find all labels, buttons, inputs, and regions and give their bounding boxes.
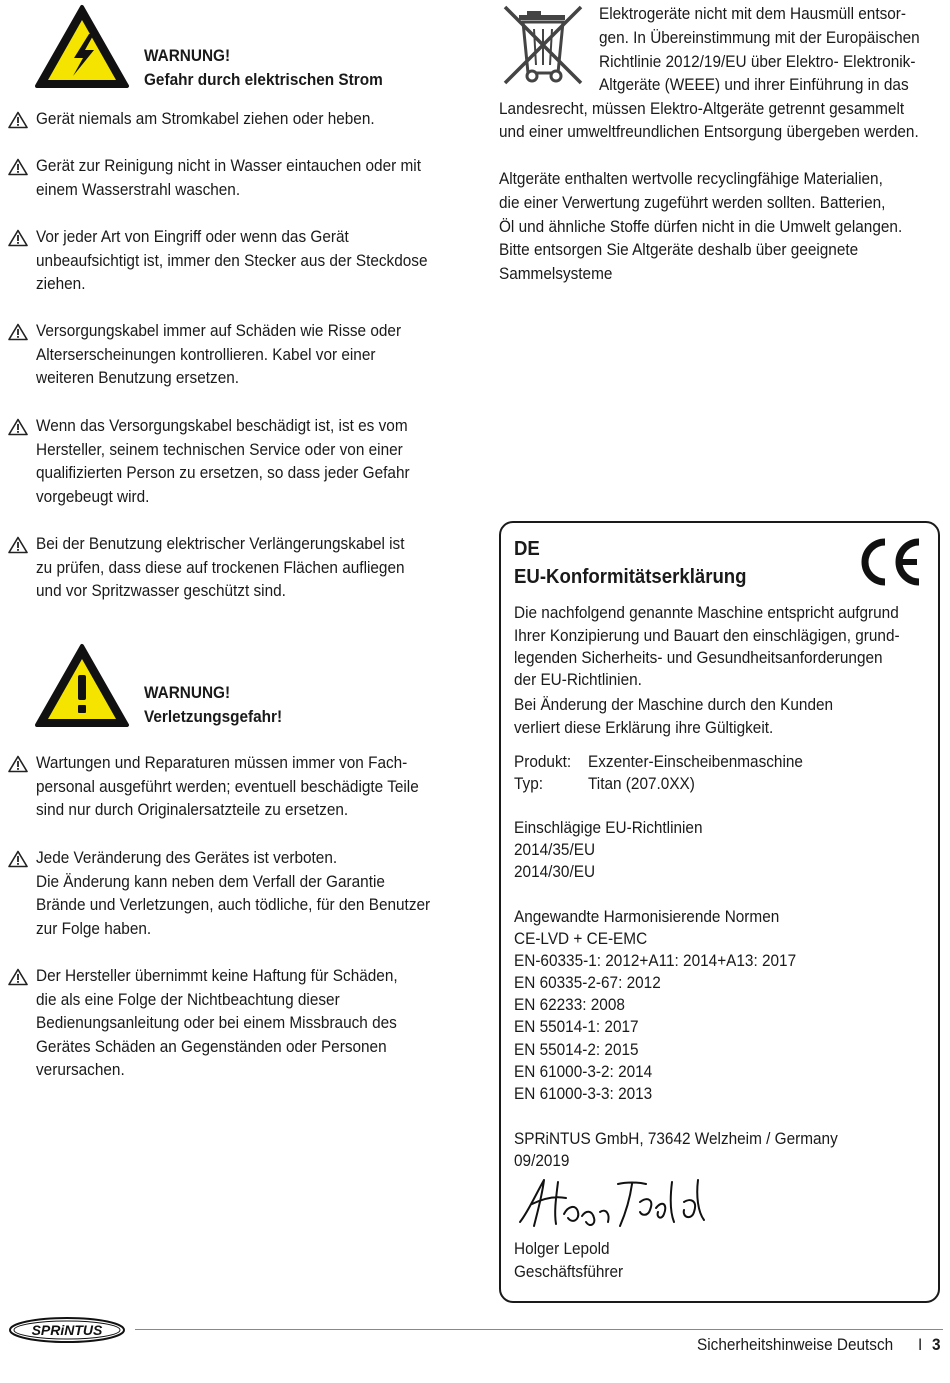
- conformity-intro-line: der EU-Richtlinien.: [514, 671, 642, 689]
- recycling-line: Altgeräte enthalten wertvolle recyclingfähige Materialien,: [499, 170, 883, 188]
- ce-mark-icon: [857, 538, 923, 586]
- standards-line: EN 62233: 2008: [514, 996, 625, 1014]
- safety-notice-line: vorgebeugt wird.: [36, 487, 150, 506]
- safety-notice-text: [36, 752, 419, 823]
- safety-notice-line: verursachen.: [36, 1061, 125, 1079]
- safety-notice-line: unbeaufsichtigt ist, immer den Stecker aus der Steckdose: [36, 251, 428, 270]
- conformity-lang: DE: [514, 538, 540, 560]
- weee-crossed-bin-icon: [501, 3, 585, 87]
- safety-notice-line: die als eine Folge der Nichtbeachtung dieser: [36, 990, 340, 1009]
- page-number: 3: [932, 1336, 941, 1354]
- safety-notice-line: Jede Veränderung des Gerätes ist verboten.: [36, 849, 338, 867]
- electric-hazard-icon: [34, 4, 130, 90]
- warning-triangle-icon: [8, 418, 28, 436]
- signature-image: [514, 1172, 724, 1232]
- product-label: Produkt:: [514, 753, 572, 771]
- recycling-line: Sammelsysteme: [499, 265, 613, 283]
- warning-triangle-icon: [8, 229, 28, 247]
- recycling-line: Öl und ähnliche Stoffe dürfen nicht in die Umwelt gelangen.: [499, 218, 903, 236]
- warning-triangle-icon: [8, 323, 28, 341]
- safety-notice-line: Der Hersteller übernimmt keine Haftung für Schäden,: [36, 967, 398, 985]
- conformity-intro-line: legenden Sicherheits- und Gesundheitsanforderungen: [514, 649, 883, 667]
- safety-notice-line: Brände und Verletzungen, auch tödliche, für den Benutzer: [36, 896, 431, 914]
- warning-triangle-icon: [8, 968, 28, 986]
- safety-notice-line: Wenn das Versorgungskabel beschädigt ist, ist es vom: [36, 417, 408, 435]
- directives-line: 2014/30/EU: [514, 863, 596, 881]
- standards-line: EN 61000-3-2: 2014: [514, 1063, 653, 1081]
- standards-line: EN-60335-1: 2012+A11: 2014+A13: 2017: [514, 952, 797, 970]
- safety-notice-text: [36, 965, 398, 1083]
- safety-notice-line: qualifizierten Person zu ersetzen, so dass jeder Gefahr: [36, 464, 410, 482]
- safety-notice-text: [36, 847, 430, 941]
- disposal-line: Elektrogeräte nicht mit dem Hausmüll entsor-: [599, 5, 907, 23]
- safety-notice-text: [36, 108, 375, 132]
- safety-notice-line: zu prüfen, dass diese auf trockenen Flächen aufliegen: [36, 558, 405, 577]
- safety-notice-line: weiteren Benutzung ersetzen.: [36, 369, 240, 387]
- footer-separator: I: [918, 1336, 923, 1354]
- safety-notice-text: [36, 320, 401, 391]
- safety-notice-text: [36, 155, 421, 202]
- signer-name: Holger Lepold: [514, 1240, 610, 1258]
- safety-notice-line: Gerät zur Reinigung nicht in Wasser eintauchen oder mit: [36, 157, 421, 175]
- safety-notice-line: ziehen.: [36, 275, 86, 293]
- safety-notice-line: Bei der Benutzung elektrischer Verlängerungskabel ist: [36, 535, 405, 553]
- disposal-line: gen. In Übereinstimmung mit der Europäischen: [599, 29, 920, 47]
- recycling-line: Bitte entsorgen Sie Altgeräte deshalb über geeignete: [499, 241, 859, 259]
- standards-line: Angewandte Harmonisierende Normen: [514, 908, 780, 926]
- standards-line: EN 61000-3-3: 2013: [514, 1085, 653, 1103]
- standards-line: CE-LVD + CE-EMC: [514, 930, 648, 948]
- warning-triangle-icon: [8, 111, 28, 129]
- date-line: 09/2019: [514, 1152, 570, 1170]
- safety-notice-line: zur Folge haben.: [36, 919, 152, 938]
- safety-notice-line: Die Änderung kann neben dem Verfall der Garantie: [36, 872, 385, 891]
- safety-notice-line: Hersteller, seinem technischen Service oder von einer: [36, 440, 403, 459]
- warning-triangle-icon: [8, 755, 28, 773]
- directives-line: 2014/35/EU: [514, 841, 596, 859]
- safety-notice-line: sind nur durch Originalersatzteile zu ersetzen.: [36, 801, 349, 819]
- directives-line: Einschlägige EU-Richtlinien: [514, 819, 703, 837]
- conformity-validity-line: verliert diese Erklärung ihre Gültigkeit.: [514, 719, 774, 737]
- safety-notice-line: Wartungen und Reparaturen müssen immer von Fach-: [36, 754, 408, 772]
- safety-notice-line: und vor Spritzwasser geschützt sind.: [36, 582, 286, 600]
- conformity-intro-line: Die nachfolgend genannte Maschine entspricht aufgrund: [514, 604, 899, 622]
- safety-notice-text: [36, 226, 428, 297]
- safety-notice-text: [36, 533, 405, 604]
- warning-triangle-icon: [8, 536, 28, 554]
- disposal-line: Altgeräte (WEEE) und ihrer Einführung in das: [599, 76, 909, 94]
- injury-warning-title: WARNUNG!: [144, 684, 231, 702]
- disposal-line: Landesrecht, müssen Elektro-Altgeräte getrennt gesammelt: [499, 100, 905, 118]
- electrical-warning-subtitle: Gefahr durch elektrischen Strom: [144, 71, 383, 89]
- safety-notice-line: einem Wasserstrahl waschen.: [36, 180, 241, 199]
- safety-notice-text: [36, 415, 410, 509]
- company-line: SPRiNTUS GmbH, 73642 Welzheim / Germany: [514, 1130, 838, 1148]
- type-value: Titan (207.0XX): [588, 775, 695, 793]
- standards-line: EN 55014-1: 2017: [514, 1018, 639, 1036]
- brand-text: SPRiNTUS: [31, 1322, 103, 1338]
- warning-triangle-icon: [8, 850, 28, 868]
- type-label: Typ:: [514, 775, 544, 793]
- signer-role: Geschäftsführer: [514, 1263, 624, 1281]
- safety-notice-line: Vor jeder Art von Eingriff oder wenn das Gerät: [36, 228, 349, 246]
- safety-notice-line: Gerät niemals am Stromkabel ziehen oder heben.: [36, 110, 375, 128]
- footer-rule: [135, 1329, 943, 1330]
- safety-notice-line: Gerätes Schäden an Gegenständen oder Personen: [36, 1037, 387, 1056]
- sprintus-logo: [8, 1316, 126, 1344]
- standards-line: EN 55014-2: 2015: [514, 1041, 639, 1059]
- disposal-line: Richtlinie 2012/19/EU über Elektro- Elektronik-: [599, 53, 916, 71]
- footer-section-title: Sicherheitshinweise Deutsch: [697, 1336, 894, 1354]
- injury-warning-subtitle: Verletzungsgefahr!: [144, 708, 283, 726]
- warning-exclamation-icon: [34, 643, 130, 729]
- conformity-intro-line: Ihrer Konzipierung und Bauart den einschlägigen, grund-: [514, 627, 900, 645]
- warning-triangle-icon: [8, 158, 28, 176]
- safety-notice-line: personal ausgeführt werden; eventuell beschädigte Teile: [36, 777, 419, 796]
- conformity-title: EU-Konformitätserklärung: [514, 566, 747, 588]
- disposal-line: und einer umweltfreundlichen Entsorgung übergeben werden.: [499, 123, 919, 141]
- conformity-validity-line: Bei Änderung der Maschine durch den Kunden: [514, 696, 834, 714]
- safety-notice-line: Alterserscheinungen kontrollieren. Kabel vor einer: [36, 345, 376, 364]
- standards-line: EN 60335-2-67: 2012: [514, 974, 661, 992]
- product-value: Exzenter-Einscheibenmaschine: [588, 753, 803, 771]
- electrical-warning-title: WARNUNG!: [144, 47, 231, 65]
- safety-notice-line: Bedienungsanleitung oder bei einem Missbrauch des: [36, 1014, 397, 1032]
- safety-notice-line: Versorgungskabel immer auf Schäden wie Risse oder: [36, 322, 402, 340]
- recycling-line: die einer Verwertung zugeführt werden sollten. Batterien,: [499, 194, 886, 212]
